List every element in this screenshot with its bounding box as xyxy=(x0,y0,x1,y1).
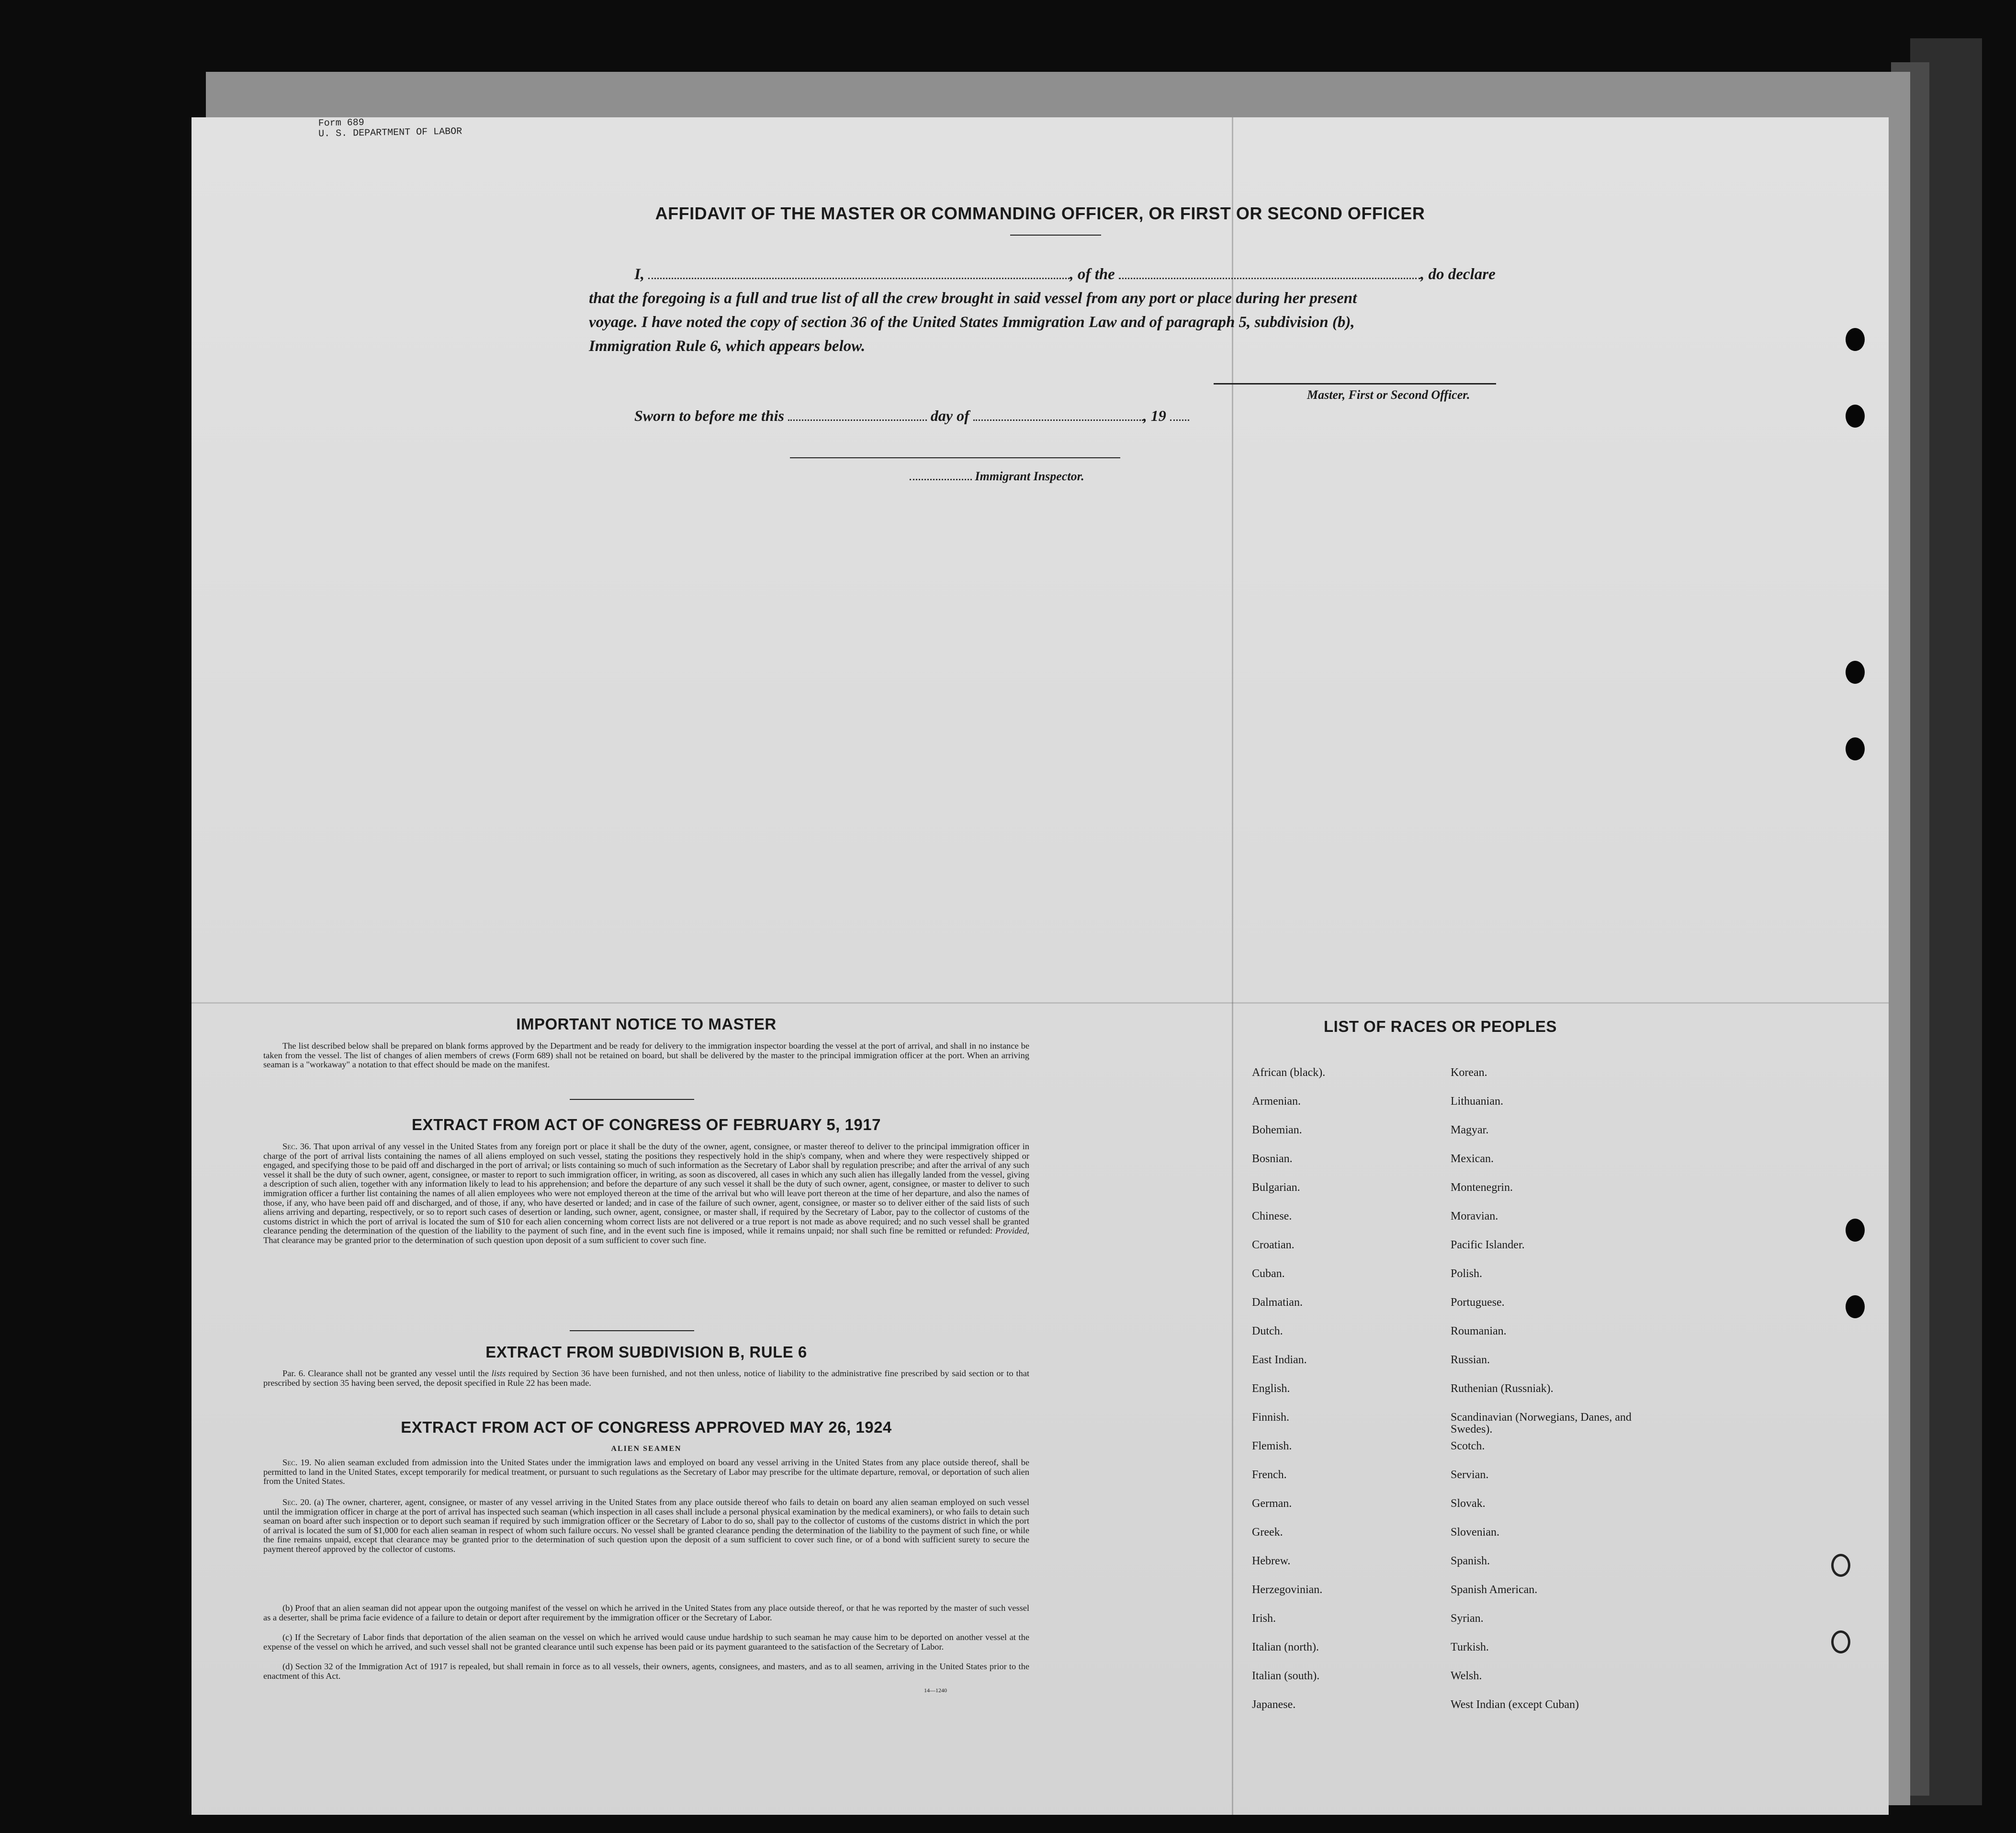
race-item: Dutch. xyxy=(1252,1325,1283,1337)
inspector-caption: Immigrant Inspector. xyxy=(910,469,1084,484)
section-rule xyxy=(570,1330,694,1331)
race-item: Korean. xyxy=(1451,1066,1487,1079)
form-code: 14—1240 xyxy=(924,1687,947,1694)
punch-hole xyxy=(1846,661,1865,684)
notice-title: IMPORTANT NOTICE TO MASTER xyxy=(516,1015,777,1033)
name-blank xyxy=(648,277,1070,279)
race-item: Italian (north). xyxy=(1252,1641,1319,1653)
extract-1924-title: EXTRACT FROM ACT OF CONGRESS APPROVED MAY 26, 1924 xyxy=(401,1418,892,1436)
race-item: Bohemian. xyxy=(1252,1124,1302,1136)
manifest-page xyxy=(191,117,1889,1815)
race-item: Spanish American. xyxy=(1451,1584,1538,1596)
affidavit-text-line: that the foregoing is a full and true list of all the crew brought in said vessel from any port or place during her present xyxy=(589,290,1357,307)
sworn-line: Sworn to before me this day of , 19 xyxy=(634,407,1189,425)
month-blank xyxy=(973,419,1143,421)
race-item: Slovak. xyxy=(1451,1497,1486,1510)
section-rule xyxy=(570,1099,694,1100)
race-item: Lithuanian. xyxy=(1451,1095,1503,1108)
master-caption: Master, First or Second Officer. xyxy=(1307,388,1470,402)
master-signature-line xyxy=(1214,383,1496,385)
form-number-header: Form 689 U. S. DEPARTMENT OF LABOR xyxy=(318,117,462,140)
races-title: LIST OF RACES OR PEOPLES xyxy=(1324,1018,1557,1035)
extract-1924-sec20a: Sec. 20. (a) The owner, charterer, agent, consignee, or master of any vessel arriving in the United States from any place outside thereof who fails to detain on board any alien seaman employed on such vessel until the immigration officer in charge at the port of arrival has inspected such seaman (which inspection in all cases shall include a personal physical examination by the medical examiners), or who fails to detain such seaman on board after such inspection or to deport such seaman if required by such immigration officer or the Secretary of Labor to do so, shall pay to the collector of customs of the customs district in which the port of arrival is located the sum of $1,000 for each alien seaman in respect of whom such failure occurs. No vessel shall be granted clearance pending the determination of the liability to the payment of such fine, or while the fine remains unpaid, except that clearance may be granted prior to the determination of such question upon the deposit of a sum sufficient to cover such fine, or of a bond with sufficient surety to secure the payment thereof approved by the collector of customs. xyxy=(263,1497,1029,1554)
vertical-fold xyxy=(1232,117,1233,1815)
race-item: Servian. xyxy=(1451,1469,1489,1481)
race-item: Slovenian. xyxy=(1451,1526,1499,1539)
race-item: Polish. xyxy=(1451,1267,1483,1280)
race-item: Turkish. xyxy=(1451,1641,1489,1653)
punch-hole xyxy=(1846,737,1865,760)
race-item: Pacific Islander. xyxy=(1451,1239,1525,1251)
race-item: Bulgarian. xyxy=(1252,1181,1300,1194)
race-item: Mexican. xyxy=(1451,1153,1494,1165)
punch-hole xyxy=(1846,1219,1865,1242)
extract-1917-text: Sec. 36. That upon arrival of any vessel in the United States from any foreign port or place it shall be the duty of the owner, agent, consignee, or master thereof to deliver to the principal immigration officer in charge of the port of arrival lists containing the names of all aliens employed on such vessel, stating the positions they respectively hold in the ship's company, when and where they were respectively shipped or engaged, and specifying those to be paid off and discharged in the port of arrival; or lists containing so much of such information as the Secretary of Labor shall by regulation prescribe; and after the arrival of any such vessel it shall be the duty of such owner, agent, consignee, or master to report to such immigration officer, in writing, as soon as discovered, all cases in which any such alien has illegally landed from the vessel, giving a description of such alien, together with any information likely to lead to his apprehension; and before the departure of any such vessel it shall be the duty of such owner, agent, consignee, or master to deliver to such immigration officer a further list containing the names of all alien employees who were not employed thereon at the time of the arrival but who will leave port thereon at the time of her departure, and also the names of those, if any, who have been paid off and discharged, and of those, if any, who have deserted or landed; and in case of the failure of such owner, agent, consignee, or master so to deliver either of the said lists of such aliens arriving and departing, respectively, or so to report such cases of desertion or landing, such owner, agent, consignee, or master shall, if required by the Secretary of Labor, pay to the collector of customs of the customs district in which the port of arrival is located the sum of $10 for each alien concerning whom correct lists are not delivered or a true report is not made as above required; and no such vessel shall be granted clearance pending the determination of the question of the liability to the payment of such fine, and in the event such fine is imposed, while it remains unpaid; nor shall such fine be remitted or refunded: Provided, That clearance may be granted prior to the determination of such question upon deposit of a sum sufficient to cover such fine. xyxy=(263,1142,1029,1245)
punch-hole-ring xyxy=(1831,1554,1850,1577)
year-blank xyxy=(1170,419,1189,421)
affidavit-text-line: Immigration Rule 6, which appears below. xyxy=(589,338,866,355)
race-item: East Indian. xyxy=(1252,1354,1307,1366)
punch-hole xyxy=(1846,405,1865,428)
race-item: Welsh. xyxy=(1451,1670,1482,1682)
alien-seamen-subtitle: ALIEN SEAMEN xyxy=(611,1445,682,1453)
race-item: West Indian (except Cuban) xyxy=(1451,1698,1579,1711)
extract-1924-sec20c: (c) If the Secretary of Labor finds that deportation of the alien seaman on the vessel on which he arrived would cause undue hardship to such seaman he may cause him to be deported on another vessel at the expense of the vessel on which he arrived, and such vessel shall not be granted clearance until such expense has been paid or its payment guaranteed to the satisfaction of the Secretary of Labor. xyxy=(263,1632,1029,1652)
race-item: Flemish. xyxy=(1252,1440,1292,1452)
race-item: Japanese. xyxy=(1252,1698,1296,1711)
title-rule xyxy=(1010,235,1101,236)
race-item: Greek. xyxy=(1252,1526,1283,1539)
race-item: Roumanian. xyxy=(1451,1325,1507,1337)
race-item: Russian. xyxy=(1451,1354,1490,1366)
race-item: Hebrew. xyxy=(1252,1555,1291,1567)
race-item: Spanish. xyxy=(1451,1555,1490,1567)
race-item: Finnish. xyxy=(1252,1411,1290,1424)
affidavit-title: AFFIDAVIT OF THE MASTER OR COMMANDING OFFICER, OR FIRST OR SECOND OFFICER xyxy=(655,204,1425,223)
race-item: Syrian. xyxy=(1451,1612,1484,1625)
punch-hole xyxy=(1846,1295,1865,1318)
race-item: German. xyxy=(1252,1497,1292,1510)
race-item: Magyar. xyxy=(1451,1124,1489,1136)
punch-hole-ring xyxy=(1831,1630,1850,1653)
punch-hole xyxy=(1846,328,1865,351)
race-item: Portuguese. xyxy=(1451,1296,1505,1309)
vessel-blank xyxy=(1119,277,1420,279)
race-item: Montenegrin. xyxy=(1451,1181,1513,1194)
extract-1924-sec20b: (b) Proof that an alien seaman did not appear upon the outgoing manifest of the vessel on which he arrived in the United States from any place outside thereof, or that he was reported by the master of such vessel as a deserter, shall be prima facie evidence of a failure to detain or deport after requirement by the immigration officer or the Secretary of Labor. xyxy=(263,1603,1029,1622)
race-item: Irish. xyxy=(1252,1612,1276,1625)
affidavit-declare-line: I, , of the , do declare xyxy=(634,266,1496,283)
race-item: French. xyxy=(1252,1469,1287,1481)
race-item: Armenian. xyxy=(1252,1095,1301,1108)
extract-1917-title: EXTRACT FROM ACT OF CONGRESS OF FEBRUARY 5, 1917 xyxy=(412,1116,881,1133)
race-item: Chinese. xyxy=(1252,1210,1292,1222)
race-item: African (black). xyxy=(1252,1066,1326,1079)
race-item: Ruthenian (Russniak). xyxy=(1451,1382,1554,1395)
race-item: Dalmatian. xyxy=(1252,1296,1303,1309)
race-item: Scotch. xyxy=(1451,1440,1485,1452)
race-item: Croatian. xyxy=(1252,1239,1295,1251)
race-item: Bosnian. xyxy=(1252,1153,1293,1165)
race-item: Moravian. xyxy=(1451,1210,1498,1222)
race-item: Herzegovinian. xyxy=(1252,1584,1323,1596)
horizontal-fold xyxy=(191,1002,1889,1004)
race-item: Scandinavian (Norwegians, Danes, and Swedes). xyxy=(1451,1411,1632,1436)
extract-1924-sec19: Sec. 19. No alien seaman excluded from admission into the United States under the immigration laws and employed on board any vessel arriving in the United States from any place outside thereof, shall be permitted to land in the United States, except temporarily for medical treatment, or pursuant to such regulations as the Secretary of Labor may prescribe for the ultimate departure, removal, or deportation of such alien from the United States. xyxy=(263,1458,1029,1486)
day-blank xyxy=(788,419,927,421)
extract-1924-sec20d: (d) Section 32 of the Immigration Act of 1917 is repealed, but shall remain in force as to all vessels, their owners, agents, consignees, and masters, and as to all seamen, arriving in the United States prior to the enactment of this Act. xyxy=(263,1662,1029,1681)
inspector-signature-line xyxy=(790,457,1120,458)
affidavit-text-line: voyage. I have noted the copy of section 36 of the United States Immigration Law and of paragraph 5, subdivision (b), xyxy=(589,314,1355,331)
extract-rule6-title: EXTRACT FROM SUBDIVISION B, RULE 6 xyxy=(485,1343,807,1361)
race-item: English. xyxy=(1252,1382,1290,1395)
race-item: Cuban. xyxy=(1252,1267,1285,1280)
extract-rule6-text: Par. 6. Clearance shall not be granted any vessel until the lists required by Section 36 have been furnished, and not then unless, notice of liability to the administrative fine prescribed by said section or to that prescribed by section 35 having been served, the deposit specified in Rule 22 has been made. xyxy=(263,1369,1029,1388)
race-item: Italian (south). xyxy=(1252,1670,1320,1682)
notice-text: The list described below shall be prepared on blank forms approved by the Department and be ready for delivery to the immigration inspector boarding the vessel at the port of arrival, and shall in no instance be taken from the vessel. The list of changes of alien members of crews (Form 689) shall not be retained on board, but shall be delivered by the master to the principal immigration officer at the port. When an arriving seaman is a "workaway" a notation to that effect should be made on the manifest. xyxy=(263,1041,1029,1070)
